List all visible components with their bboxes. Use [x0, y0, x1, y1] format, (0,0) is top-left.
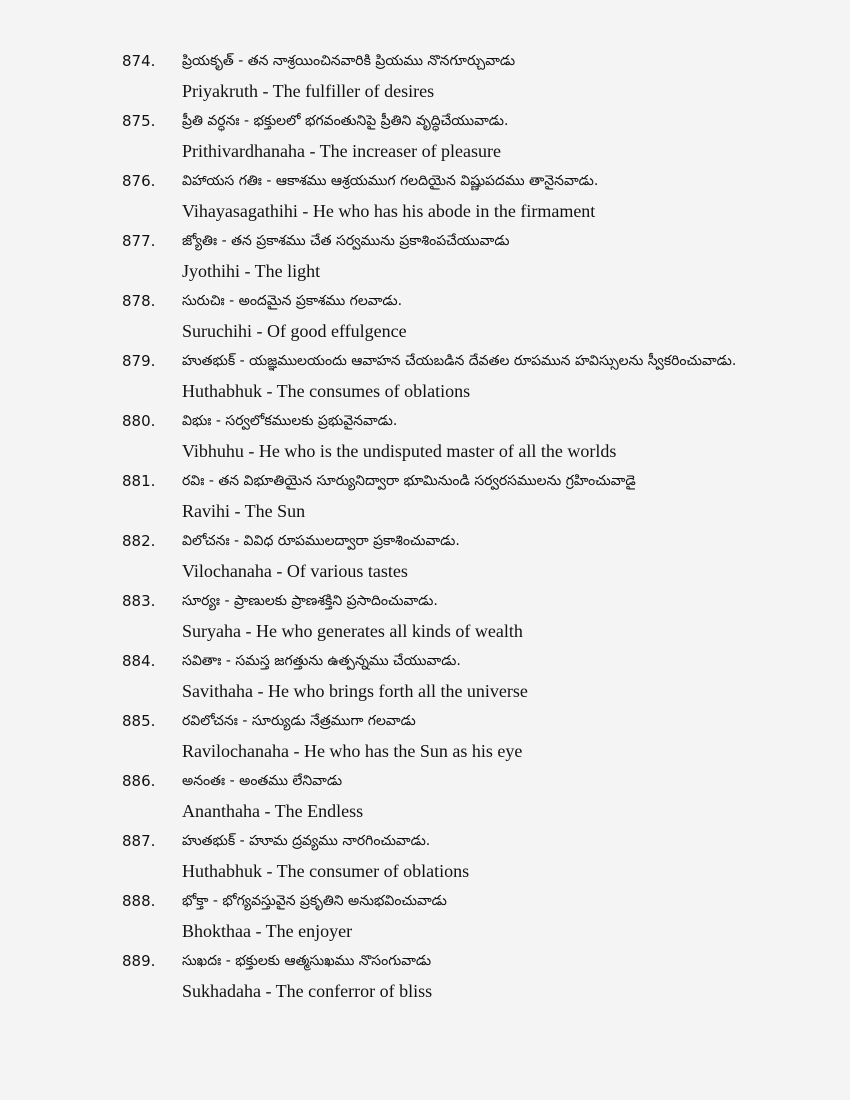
- entry-number: 878.: [122, 292, 156, 310]
- list-item: [122, 226, 822, 286]
- english-text: Savithaha - He who brings forth all the universe: [182, 681, 528, 701]
- entry-number: 875.: [122, 112, 156, 130]
- entry-number: 877.: [122, 232, 156, 250]
- entry-number: 886.: [122, 772, 156, 790]
- telugu-text: సుఖదః - భక్తులకు ఆత్మసుఖము నొసంగువాడు: [182, 953, 432, 969]
- entry-number: 880.: [122, 412, 156, 430]
- entry-number: 882.: [122, 532, 156, 550]
- list-item: [122, 406, 822, 466]
- list-item: [122, 586, 822, 646]
- entry-number: 881.: [122, 472, 156, 490]
- list-item: [122, 286, 822, 346]
- english-text: Vilochanaha - Of various tastes: [182, 561, 408, 581]
- list-item: [122, 766, 822, 826]
- telugu-text: విభుః - సర్వలోకములకు ప్రభువైనవాడు.: [182, 413, 398, 429]
- list-item: [122, 346, 822, 406]
- telugu-text: జ్యోతిః - తన ప్రకాశము చేత సర్వమును ప్రకాశింపచేయువాడు: [182, 233, 510, 249]
- entry-number: 887.: [122, 832, 156, 850]
- english-text: Vihayasagathihi - He who has his abode in the firmament: [182, 201, 596, 221]
- telugu-text: హుతభుక్ - హూమ ద్రవ్యము నారగించువాడు.: [182, 833, 431, 849]
- english-text: Ravihi - The Sun: [182, 501, 306, 521]
- entry-number: 876.: [122, 172, 156, 190]
- telugu-text: అనంతః - అంతము లేనివాడు: [182, 773, 343, 789]
- entry-number: 879.: [122, 352, 156, 370]
- list-item: [122, 166, 822, 226]
- telugu-text: ప్రీతి వర్ధనః - భక్తులలో భగవంతునిపై ప్రీతిని వృద్ధిచేయువాడు.: [182, 113, 509, 129]
- telugu-text: రవిలోచనః - సూర్యుడు నేత్రముగా గలవాడు: [182, 713, 416, 729]
- entry-number: 884.: [122, 652, 156, 670]
- english-text: Huthabhuk - The consumes of oblations: [182, 381, 471, 401]
- telugu-text: సూర్యః - ప్రాణులకు ప్రాణశక్తిని ప్రసాదించువాడు.: [182, 593, 438, 609]
- telugu-text: రవిః - తన విభూతియైన సూర్యునిద్వారా భూమినుండి సర్వరసములను గ్రహించువాడై: [182, 473, 636, 489]
- entry-number: 885.: [122, 712, 156, 730]
- telugu-text: సురుచిః - అందమైన ప్రకాశము గలవాడు.: [182, 293, 403, 309]
- english-text: Vibhuhu - He who is the undisputed master of all the worlds: [182, 441, 617, 461]
- entry-number: 889.: [122, 952, 156, 970]
- entry-number: 888.: [122, 892, 156, 910]
- list-item: [122, 706, 822, 766]
- list-item: [122, 526, 822, 586]
- english-text: Jyothihi - The light: [182, 261, 321, 281]
- telugu-text: సవితాః - సమస్త జగత్తును ఉత్పన్నము చేయువాడు.: [182, 653, 461, 669]
- english-text: Ravilochanaha - He who has the Sun as his eye: [182, 741, 523, 761]
- english-text: Huthabhuk - The consumer of oblations: [182, 861, 470, 881]
- list-item: [122, 46, 822, 106]
- english-text: Bhokthaa - The enjoyer: [182, 921, 353, 941]
- entry-list: [122, 46, 822, 1006]
- english-text: Suruchihi - Of good effulgence: [182, 321, 407, 341]
- telugu-text: విహాయస గతిః - ఆకాశము ఆశ్రయముగ గలదియైన విష్ణుపదము తానైనవాడు.: [182, 173, 599, 189]
- english-text: Suryaha - He who generates all kinds of wealth: [182, 621, 523, 641]
- list-item: [122, 646, 822, 706]
- list-item: [122, 886, 822, 946]
- english-text: Priyakruth - The fulfiller of desires: [182, 81, 435, 101]
- telugu-text: హుతభుక్ - యజ్ఞములయందు ఆవాహన చేయబడిన దేవతల రూపమున హవిస్సులను స్వీకరించువాడు.: [182, 353, 737, 369]
- entry-number: 883.: [122, 592, 156, 610]
- list-item: [122, 946, 822, 1006]
- entry-number: 874.: [122, 52, 156, 70]
- english-text: Ananthaha - The Endless: [182, 801, 364, 821]
- list-item: [122, 466, 822, 526]
- telugu-text: భోక్తా - భోగ్యవస్తువైన ప్రకృతిని అనుభవించువాడు: [182, 893, 447, 909]
- english-text: Sukhadaha - The conferror of bliss: [182, 981, 433, 1001]
- telugu-text: విలోచనః - వివిధ రూపములద్వారా ప్రకాశించువాడు.: [182, 533, 460, 549]
- english-text: Prithivardhanaha - The increaser of pleasure: [182, 141, 502, 161]
- list-item: [122, 106, 822, 166]
- list-item: [122, 826, 822, 886]
- telugu-text: ప్రియకృత్ - తన నాశ్రయించినవారికి ప్రియము నొనగూర్చువాడు: [182, 53, 516, 69]
